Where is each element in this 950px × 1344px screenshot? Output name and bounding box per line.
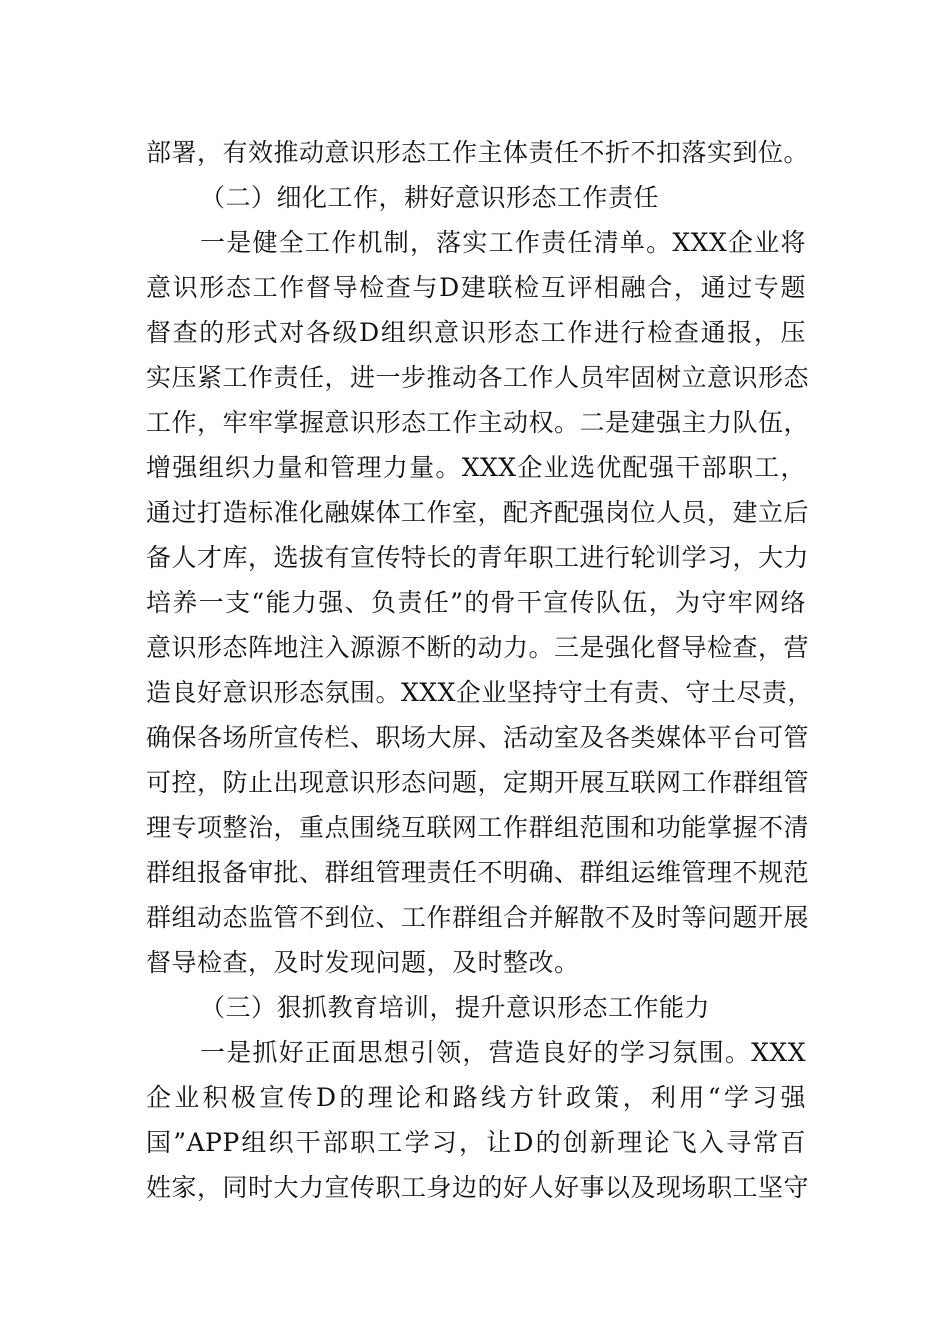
paragraph-line: 一是健全工作机制，落实工作责任清单。XXX企业将 [200, 228, 806, 257]
paragraph-line: 确保各场所宣传栏、职场大屏、活动室及各类媒体平台可管 [146, 723, 810, 752]
paragraph-line: 造良好意识形态氛围。XXX企业坚持守土有责、守土尽责， [146, 678, 813, 707]
paragraph-line: 督查的形式对各级D组织意识形态工作进行检查通报，压 [146, 318, 806, 347]
paragraph-line: 督导检查，及时发现问题，及时整改。 [146, 948, 580, 977]
paragraph-line: 工作，牢牢掌握意识形态工作主动权。二是建强主力队伍， [146, 408, 810, 437]
paragraph-line: 群组报备审批、群组管理责任不明确、群组运维管理不规范 [146, 858, 810, 887]
paragraph-line: 姓家，同时大力宣传职工身边的好人好事以及现场职工坚守 [146, 1173, 810, 1202]
paragraph-line: 增强组织力量和管理力量。XXX企业选优配强干部职工， [146, 453, 806, 482]
paragraph-line: 实压紧工作责任，进一步推动各工作人员牢固树立意识形态 [146, 363, 810, 392]
section-heading: （二）细化工作，耕好意识形态工作责任 [200, 183, 660, 212]
paragraph-line: 理专项整治，重点围绕互联网工作群组范围和功能掌握不清 [146, 813, 810, 842]
paragraph-line: 群组动态监管不到位、工作群组合并解散不及时等问题开展 [146, 903, 810, 932]
paragraph-line: 备人才库，选拔有宣传特长的青年职工进行轮训学习，大力 [146, 543, 810, 572]
section-heading: （三）狠抓教育培训，提升意识形态工作能力 [200, 993, 711, 1022]
paragraph-line: 通过打造标准化融媒体工作室，配齐配强岗位人员，建立后 [146, 498, 810, 527]
paragraph-line: 企业积极宣传D的理论和路线方针政策，利用“学习强 [146, 1083, 806, 1112]
paragraph-line: 培养一支“能力强、负责任”的骨干宣传队伍，为守牢网络 [146, 588, 806, 617]
paragraph-line: 部署，有效推动意识形态工作主体责任不折不扣落实到位。 [146, 138, 810, 167]
paragraph-line: 可控，防止出现意识形态问题，定期开展互联网工作群组管 [146, 768, 810, 797]
paragraph-line: 一是抓好正面思想引领，营造良好的学习氛围。XXX [200, 1038, 806, 1067]
paragraph-line: 国”APP组织干部职工学习，让D的创新理论飞入寻常百 [146, 1128, 806, 1157]
document-body [146, 130, 813, 1210]
paragraph-line: 意识形态阵地注入源源不断的动力。三是强化督导检查，营 [146, 633, 810, 662]
paragraph-line: 意识形态工作督导检查与D建联检互评相融合，通过专题 [146, 273, 806, 302]
